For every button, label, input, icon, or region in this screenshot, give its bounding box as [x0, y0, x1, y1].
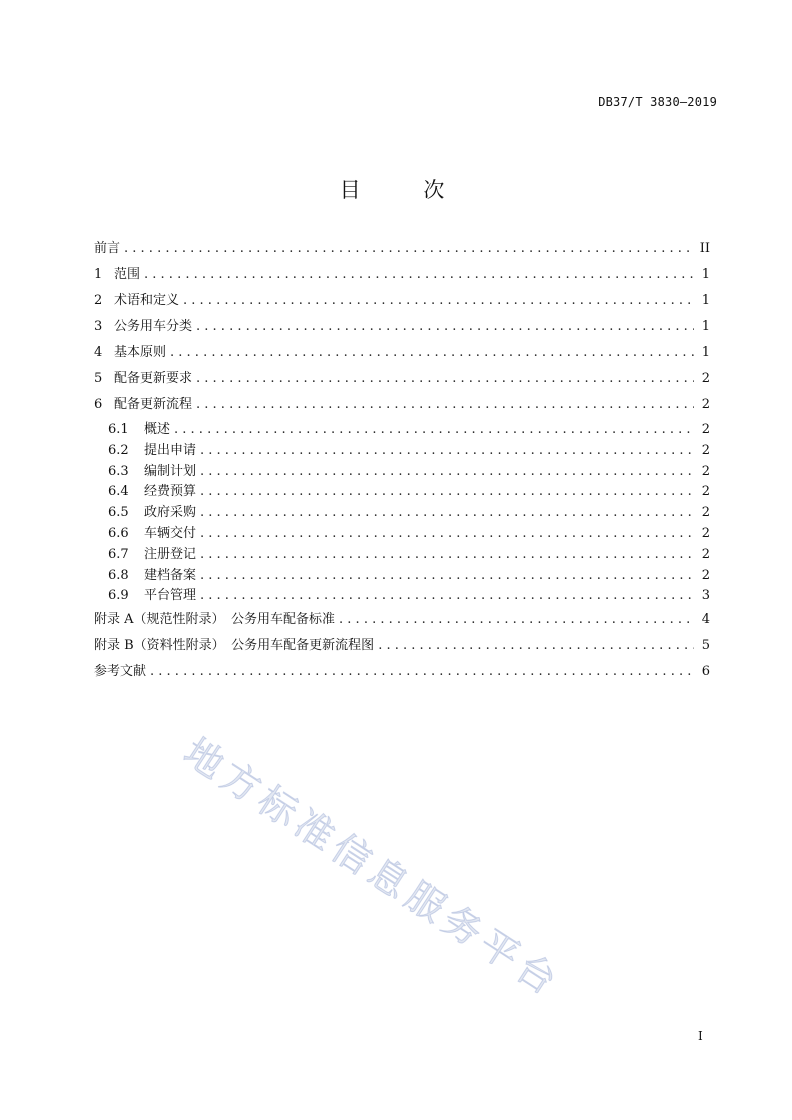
toc-entry-label: 前言 [94, 241, 121, 256]
toc-subentry-page: 2 [701, 442, 710, 458]
toc-entry-label: 配备更新流程 [114, 397, 193, 412]
toc-subentry-number: 6.9 [108, 588, 129, 604]
toc-subentry-6-7[interactable] [94, 545, 710, 566]
toc-leader-dots [200, 503, 694, 524]
watermark-text: 地方标准信息服务平台 [176, 729, 570, 1007]
toc-entry-number: 4 [94, 345, 103, 360]
toc-entry-page: 1 [701, 319, 710, 334]
toc-subentry-number: 6.1 [108, 422, 129, 437]
toc-subentry-label: 经费预算 [144, 484, 197, 500]
toc-entry-6[interactable] [94, 392, 710, 418]
toc-leader-dots [196, 366, 694, 392]
toc-entry-3[interactable] [94, 314, 710, 340]
toc-entry-page: 1 [701, 345, 710, 360]
toc-leader-dots [200, 524, 694, 545]
toc-subentry-label: 编制计划 [144, 463, 197, 479]
toc-subentry-6-9[interactable] [94, 586, 710, 607]
toc-subentry-6-1[interactable] [94, 420, 710, 441]
toc-entry-page: 6 [701, 664, 710, 680]
toc-leader-dots [200, 482, 694, 503]
toc-leader-dots [378, 633, 694, 659]
toc-subentry-number: 6.7 [108, 546, 129, 562]
toc-leader-dots [183, 288, 694, 314]
table-of-contents [94, 236, 710, 685]
toc-subentry-label: 车辆交付 [144, 525, 197, 541]
toc-subentry-label: 建档备案 [144, 567, 197, 583]
toc-subentry-label: 注册登记 [144, 546, 197, 562]
toc-entry-label: 基本原则 [114, 345, 167, 360]
page-number: I [698, 1029, 703, 1043]
toc-leader-dots [170, 340, 694, 366]
toc-entry-number: 3 [94, 319, 103, 334]
toc-subentry-page: 2 [701, 525, 710, 541]
toc-entry-page: II [699, 241, 710, 256]
toc-entry-label: 术语和定义 [114, 293, 180, 308]
toc-entry-page: 2 [701, 371, 710, 386]
toc-entry-label: 附录 B（资料性附录） 公务用车配备更新流程图 [94, 638, 375, 654]
toc-entry-1[interactable] [94, 262, 710, 288]
toc-leader-dots [200, 545, 694, 566]
toc-subentry-number: 6.5 [108, 505, 129, 521]
toc-entry-label: 配备更新要求 [114, 371, 193, 386]
toc-entry-page: 2 [701, 397, 710, 412]
toc-entry-appendix-a[interactable] [94, 607, 710, 633]
toc-entry-2[interactable] [94, 288, 710, 314]
toc-subentry-page: 2 [701, 546, 710, 562]
toc-entry-page: 1 [701, 267, 710, 282]
toc-entry-page: 4 [701, 612, 710, 628]
toc-subentry-page: 3 [701, 588, 710, 604]
toc-subentry-number: 6.8 [108, 567, 129, 583]
toc-leader-dots [200, 462, 694, 483]
toc-entry-page: 1 [701, 293, 710, 308]
toc-subentry-page: 2 [701, 463, 710, 479]
toc-leader-dots [174, 420, 694, 441]
toc-entry-number: 2 [94, 293, 103, 308]
toc-entry-label: 范围 [114, 267, 141, 282]
toc-subentry-page: 2 [701, 484, 710, 500]
toc-entry-number: 1 [94, 267, 103, 282]
toc-entry-foreword[interactable] [94, 236, 710, 262]
toc-entry-number: 5 [94, 371, 103, 386]
toc-subentry-page: 2 [701, 422, 710, 437]
page-title: 目 次 [339, 178, 473, 202]
toc-subentry-number: 6.6 [108, 525, 129, 541]
toc-leader-dots [144, 262, 694, 288]
toc-leader-dots [200, 566, 694, 587]
toc-subentry-label: 平台管理 [144, 588, 197, 604]
toc-subentry-label: 提出申请 [144, 442, 197, 458]
toc-entry-references[interactable] [94, 659, 710, 685]
toc-subentry-number: 6.2 [108, 442, 129, 458]
toc-leader-dots [196, 392, 694, 418]
toc-leader-dots [150, 659, 694, 685]
toc-subentry-number: 6.4 [108, 484, 129, 500]
toc-entry-appendix-b[interactable] [94, 633, 710, 659]
toc-subentry-6-8[interactable] [94, 566, 710, 587]
toc-entry-page: 5 [701, 638, 710, 654]
toc-subentry-6-3[interactable] [94, 462, 710, 483]
toc-entry-4[interactable] [94, 340, 710, 366]
toc-subentry-label: 概述 [144, 422, 171, 437]
toc-entry-number: 6 [94, 397, 103, 412]
toc-subentry-6-2[interactable] [94, 441, 710, 462]
toc-entry-label: 参考文献 [94, 664, 147, 680]
toc-leader-dots [124, 236, 694, 262]
toc-entry-label: 公务用车分类 [114, 319, 193, 334]
document-id: DB37/T 3830—2019 [598, 95, 717, 109]
toc-subentry-page: 2 [701, 505, 710, 521]
toc-leader-dots [200, 441, 694, 462]
toc-subentry-6-5[interactable] [94, 503, 710, 524]
toc-entry-5[interactable] [94, 366, 710, 392]
toc-subentry-page: 2 [701, 567, 710, 583]
toc-entry-label: 附录 A（规范性附录） 公务用车配备标准 [94, 612, 336, 628]
toc-leader-dots [200, 586, 694, 607]
toc-subentry-6-4[interactable] [94, 482, 710, 503]
toc-subentry-6-6[interactable] [94, 524, 710, 545]
toc-leader-dots [339, 607, 694, 633]
toc-subentry-label: 政府采购 [144, 505, 197, 521]
toc-leader-dots [196, 314, 694, 340]
toc-subentry-number: 6.3 [108, 463, 129, 479]
